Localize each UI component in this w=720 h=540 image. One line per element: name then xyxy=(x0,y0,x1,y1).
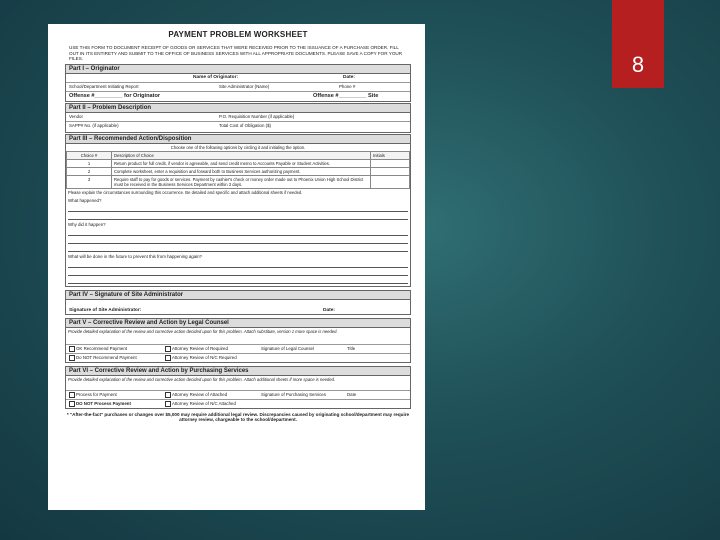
part5-heading: Part V – Corrective Review and Action by Legal Counsel xyxy=(66,319,410,328)
checkbox[interactable] xyxy=(69,346,75,352)
offense-row xyxy=(66,92,410,101)
checkbox[interactable] xyxy=(165,401,171,407)
option-row xyxy=(67,167,410,175)
checkbox[interactable] xyxy=(69,355,75,361)
purchasing-process-payment: Process for Payment xyxy=(76,391,117,397)
part3-heading: Part III – Recommended Action/Disposition xyxy=(66,135,410,144)
options-header-row xyxy=(67,151,410,159)
part6-options-row-2 xyxy=(66,400,410,408)
checkbox[interactable] xyxy=(69,401,75,407)
document-title: PAYMENT PROBLEM WORKSHEET xyxy=(168,30,308,39)
legal-do-not-recommend: Do NOT Recommend Payment xyxy=(76,354,137,360)
part6-heading: Part VI – Corrective Review and Action by Purchasing Services xyxy=(66,367,410,376)
option-row xyxy=(67,159,410,167)
checkbox[interactable] xyxy=(165,355,171,361)
option-number: 2 xyxy=(67,167,112,175)
part3-section xyxy=(65,134,411,287)
part4-section xyxy=(65,290,411,315)
option-row xyxy=(67,175,410,188)
option-text: Require staff to pay for goods or services. Payment by cashier's check or money order made out to Phoenix Union High School District must be received in the Business Services Department within 3 days. xyxy=(112,175,371,188)
total-label: Total Cost of Obligation ($) xyxy=(219,122,271,128)
option-initials[interactable] xyxy=(371,167,410,175)
part5-options-row xyxy=(66,344,410,354)
option-text: Complete worksheet, enter a requisition and forward both to Business Services authorizing payment. xyxy=(112,167,371,175)
purchasing-attorney-review-nc: Attorney Review of N/C Attached xyxy=(172,400,236,406)
answer-line[interactable] xyxy=(68,236,408,244)
option-initials[interactable] xyxy=(371,159,410,167)
part5-section xyxy=(65,318,411,363)
site-admin-label: Site Administrator (Name) xyxy=(219,83,270,89)
option-initials[interactable] xyxy=(371,175,410,188)
question-why: Why did it happen? xyxy=(68,221,106,227)
col-description: Description of Choice xyxy=(112,151,371,159)
part5-note: Provide detailed explanation of the review and corrective action decided upon for this problem. Attach substitute, version 1 more space is needed. xyxy=(68,328,338,334)
question-what: What happened? xyxy=(68,197,102,203)
part3-instructions: Choose one of the following options by circling it and initialing the option. xyxy=(170,144,306,150)
question-future: What will be done in the future to prevent this from happening again? xyxy=(68,253,202,259)
offense-originator-label: Offense #_________ for Originator xyxy=(69,92,161,99)
document-footer-note: * "After-the-fact" purchases or changes over $5,000 may require additional legal review. Discrepancies caused by originating school/department may require attorney review, chargeable to the school/department. xyxy=(66,411,410,423)
col-choice: Choice # xyxy=(67,151,112,159)
answer-line[interactable] xyxy=(68,212,408,220)
part6-note: Provide detailed explanation of the review and corrective action decided upon for this problem. Attach additional sheets if more space is needed. xyxy=(68,376,336,382)
options-table xyxy=(66,151,410,189)
part5-options-row-2 xyxy=(66,354,410,362)
answer-line[interactable] xyxy=(68,268,408,276)
part2-section xyxy=(65,103,411,133)
purchasing-do-not-process: DO NOT Process Payment xyxy=(76,400,131,406)
vendor-label: Vendor xyxy=(69,113,83,119)
option-number: 3 xyxy=(67,175,112,188)
option-text: Return product for full credit, if vendor is agreeable, and send credit memo to Accounts Payable or Student Activities. xyxy=(112,159,371,167)
answer-line[interactable] xyxy=(68,276,408,284)
legal-attorney-review-nc: Attorney Review of N/C Required xyxy=(172,354,237,360)
answer-line[interactable] xyxy=(68,244,408,252)
part6-section xyxy=(65,366,411,409)
site-admin-signature-row xyxy=(66,300,410,314)
originator-name-label: Name of Originator: xyxy=(193,74,239,80)
document-intro: USE THIS FORM TO DOCUMENT RECEIPT OF GOODS OR SERVICES THAT WERE RECEIVED PRIOR TO THE ISSUANCE OF A PURCHASE ORDER. FILL OUT IN ITS ENTIRETY AND SUBMIT TO THE OFFICE OF BUSINESS SERVICES WITH ALL APPROPRIATE DOCUMENTS. PLEASE SAVE A COPY FOR YOUR FILES. xyxy=(69,45,403,62)
originator-row xyxy=(66,74,410,83)
vendor-row xyxy=(66,113,410,122)
invoice-label: SAPP# No. (if applicable) xyxy=(69,122,119,128)
legal-attorney-review-required: Attorney Review of Required xyxy=(172,345,228,351)
answer-line[interactable] xyxy=(68,204,408,212)
site-admin-signature-label: Signature of Site Administrator: xyxy=(69,307,142,313)
school-label: School/Department Initiating Report xyxy=(69,83,139,89)
legal-title-label: Title xyxy=(347,345,356,351)
part1-section xyxy=(65,64,411,102)
originator-date-label: Date: xyxy=(343,74,355,80)
purchasing-signature-label: Signature of Purchasing Services xyxy=(261,391,326,397)
invoice-row xyxy=(66,122,410,132)
checkbox[interactable] xyxy=(69,392,75,398)
checkbox[interactable] xyxy=(165,392,171,398)
checkbox[interactable] xyxy=(165,346,171,352)
purchasing-date-label: Date xyxy=(347,391,357,397)
site-admin-date-label: Date: xyxy=(323,307,335,313)
part1-heading: Part I – Originator xyxy=(66,65,410,74)
po-label: P.O. Requisition Number (if applicable) xyxy=(219,113,295,119)
part2-heading: Part II – Problem Description xyxy=(66,104,410,113)
part6-options-row xyxy=(66,390,410,400)
legal-recommend-payment: OK Recommend Payment xyxy=(76,345,128,351)
col-initials: Initials xyxy=(371,151,410,159)
answer-line[interactable] xyxy=(68,228,408,236)
offense-site-label: Offense #_________ Site xyxy=(313,92,379,99)
explain-instructions: Please explain the circumstances surrounding this occurrence. Be detailed and specific and attach additional sheets if needed. xyxy=(68,189,303,195)
phone-label: Phone # xyxy=(339,83,356,89)
answer-line[interactable] xyxy=(68,260,408,268)
purchasing-attorney-review-attached: Attorney Review of Attached xyxy=(172,391,228,397)
worksheet-document xyxy=(48,24,425,510)
part4-heading: Part IV – Signature of Site Administrator xyxy=(66,291,410,300)
slide-number: 8 xyxy=(631,52,645,77)
school-row xyxy=(66,83,410,92)
legal-signature-label: Signature of Legal Counsel xyxy=(261,345,314,351)
option-number: 1 xyxy=(67,159,112,167)
slide-number-badge xyxy=(612,0,664,88)
